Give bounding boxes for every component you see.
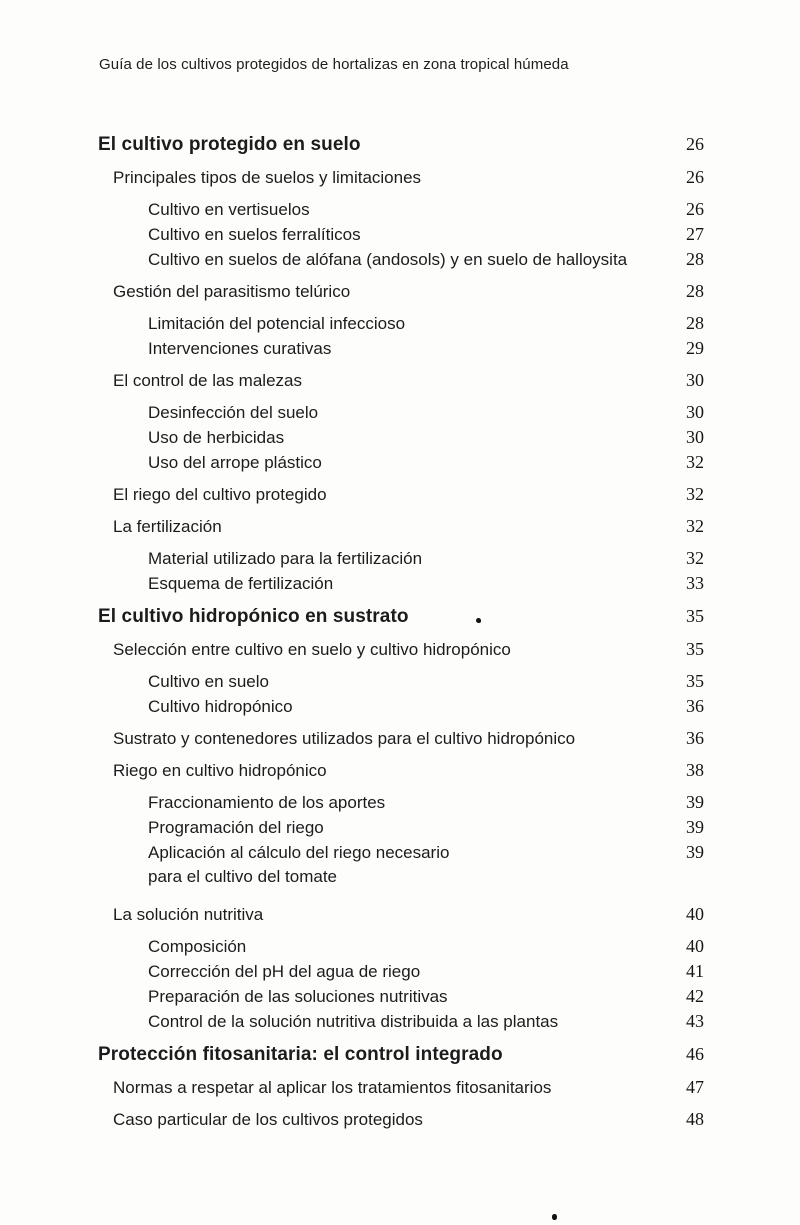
toc-entry-label: Limitación del potencial infeccioso <box>148 314 406 333</box>
toc-entry-page-number: 39 <box>686 792 704 812</box>
toc-row <box>98 1041 704 1068</box>
toc-entry-label: Cultivo hidropónico <box>148 697 293 716</box>
toc-entry-label: La solución nutritiva <box>113 905 264 924</box>
toc-entry-page-number: 38 <box>686 760 704 780</box>
toc-entry-label: Cultivo en vertisuelos <box>148 200 310 219</box>
toc-entry-label: Uso del arrope plástico <box>148 453 322 472</box>
toc-entry-label: Preparación de las soluciones nutritivas <box>148 987 448 1006</box>
toc-row <box>98 222 704 247</box>
toc-entry-label: El riego del cultivo protegido <box>113 485 327 504</box>
toc-entry-label: Intervenciones curativas <box>148 339 332 358</box>
toc-row <box>98 959 704 984</box>
toc-entry-label: Cultivo en suelos de alófana (andosols) y en suelo de halloysita <box>148 250 628 269</box>
toc-row <box>98 311 704 336</box>
toc-entry-page-number: 39 <box>686 817 704 837</box>
toc-row <box>98 279 704 304</box>
toc-entry-label: Selección entre cultivo en suelo y cultivo hidropónico <box>113 640 511 659</box>
toc-row <box>98 450 704 475</box>
toc-entry-label-continuation: para el cultivo del tomate <box>148 867 337 886</box>
toc-entry-label: Programación del riego <box>148 818 324 837</box>
toc-entry-page-number: 26 <box>686 134 704 154</box>
toc-row <box>98 902 704 927</box>
toc-row <box>98 669 704 694</box>
toc-entry-page-number: 28 <box>686 249 704 269</box>
toc-entry-label: El cultivo protegido en suelo <box>98 134 361 155</box>
toc-entry-page-number: 35 <box>686 671 704 691</box>
toc-entry-page-number: 46 <box>686 1044 704 1064</box>
toc-entry-page-number: 32 <box>686 548 704 568</box>
toc-entry-page-number: 32 <box>686 452 704 472</box>
toc-entry-page-number: 27 <box>686 224 704 244</box>
toc-row <box>98 637 704 662</box>
toc-entry-label: Aplicación al cálculo del riego necesario para el cultivo del tomate <box>98 840 666 889</box>
toc-row <box>98 400 704 425</box>
toc-entry-label: Corrección del pH del agua de riego <box>148 962 421 981</box>
toc-entry-label: Sustrato y contenedores utilizados para el cultivo hidropónico <box>113 729 576 748</box>
toc-entry-label: Gestión del parasitismo telúrico <box>113 282 351 301</box>
toc-entry-label: Composición <box>148 937 247 956</box>
toc-row <box>98 1107 704 1132</box>
toc-row <box>98 571 704 596</box>
toc-entry-page-number: 30 <box>686 427 704 447</box>
running-header: Guía de los cultivos protegidos de hortalizas en zona tropical húmeda <box>99 56 569 73</box>
ink-spot <box>476 618 481 623</box>
toc-entry-page-number: 26 <box>686 167 704 187</box>
toc-row <box>98 1075 704 1100</box>
toc-row <box>98 482 704 507</box>
toc-entry-page-number: 32 <box>686 516 704 536</box>
toc-row <box>98 247 704 272</box>
toc-entry-page-number: 35 <box>686 606 704 626</box>
toc-row <box>98 694 704 719</box>
toc-row <box>98 790 704 815</box>
toc-entry-page-number: 42 <box>686 986 704 1006</box>
toc-entry-page-number: 36 <box>686 696 704 716</box>
toc-row <box>98 425 704 450</box>
toc-entry-page-number: 36 <box>686 728 704 748</box>
toc-entry-page-number: 47 <box>686 1077 704 1097</box>
toc-entry-page-number: 35 <box>686 639 704 659</box>
toc-entry-page-number: 32 <box>686 484 704 504</box>
toc-entry-page-number: 40 <box>686 904 704 924</box>
toc-entry-label: Cultivo en suelo <box>148 672 269 691</box>
toc-entry-label: Caso particular de los cultivos protegidos <box>113 1110 423 1129</box>
toc-row <box>98 546 704 571</box>
toc-entry-label: Fraccionamiento de los aportes <box>148 793 386 812</box>
toc-entry-page-number: 29 <box>686 338 704 358</box>
toc-entry-page-number: 41 <box>686 961 704 981</box>
toc-entry-label: El control de las malezas <box>113 371 302 390</box>
toc-entry-page-number: 28 <box>686 313 704 333</box>
toc-row <box>98 726 704 751</box>
toc-entry-page-number: 28 <box>686 281 704 301</box>
toc-entry-page-number: 30 <box>686 402 704 422</box>
toc-entry-label: La fertilización <box>113 517 222 536</box>
toc-row <box>98 368 704 393</box>
toc-entry-page-number: 39 <box>686 842 704 862</box>
toc-row <box>98 336 704 361</box>
toc-entry-page-number: 48 <box>686 1109 704 1129</box>
toc-entry-label: Cultivo en suelos ferralíticos <box>148 225 361 244</box>
ink-spot <box>552 1214 557 1220</box>
toc-row <box>98 131 704 158</box>
toc-entry-page-number: 40 <box>686 936 704 956</box>
toc-row <box>98 165 704 190</box>
toc-entry-label: Desinfección del suelo <box>148 403 319 422</box>
toc-row <box>98 514 704 539</box>
toc-row <box>98 934 704 959</box>
toc-row <box>98 197 704 222</box>
toc-row <box>98 603 704 630</box>
toc-entry-label: Riego en cultivo hidropónico <box>113 761 327 780</box>
toc-entry-label: Principales tipos de suelos y limitaciones <box>113 168 422 187</box>
toc-row <box>98 1009 704 1034</box>
toc-entry-label: Esquema de fertilización <box>148 574 334 593</box>
toc-row <box>98 984 704 1009</box>
toc-entry-page-number: 43 <box>686 1011 704 1031</box>
toc-entry-page-number: 26 <box>686 199 704 219</box>
toc-entry-label: El cultivo hidropónico en sustrato <box>98 606 409 627</box>
toc-entry-page-number: 30 <box>686 370 704 390</box>
toc-entry-label: Material utilizado para la fertilización <box>148 549 423 568</box>
toc-row <box>98 840 704 889</box>
toc-entry-label: Normas a respetar al aplicar los tratamientos fitosanitarios <box>113 1078 552 1097</box>
toc-entry-label: Uso de herbicidas <box>148 428 285 447</box>
toc-entry-label: Control de la solución nutritiva distribuida a las plantas <box>148 1012 559 1031</box>
toc <box>98 131 704 1132</box>
toc-entry-page-number: 33 <box>686 573 704 593</box>
toc-row <box>98 815 704 840</box>
toc-entry-label: Protección fitosanitaria: el control integrado <box>98 1044 503 1065</box>
toc-row <box>98 758 704 783</box>
